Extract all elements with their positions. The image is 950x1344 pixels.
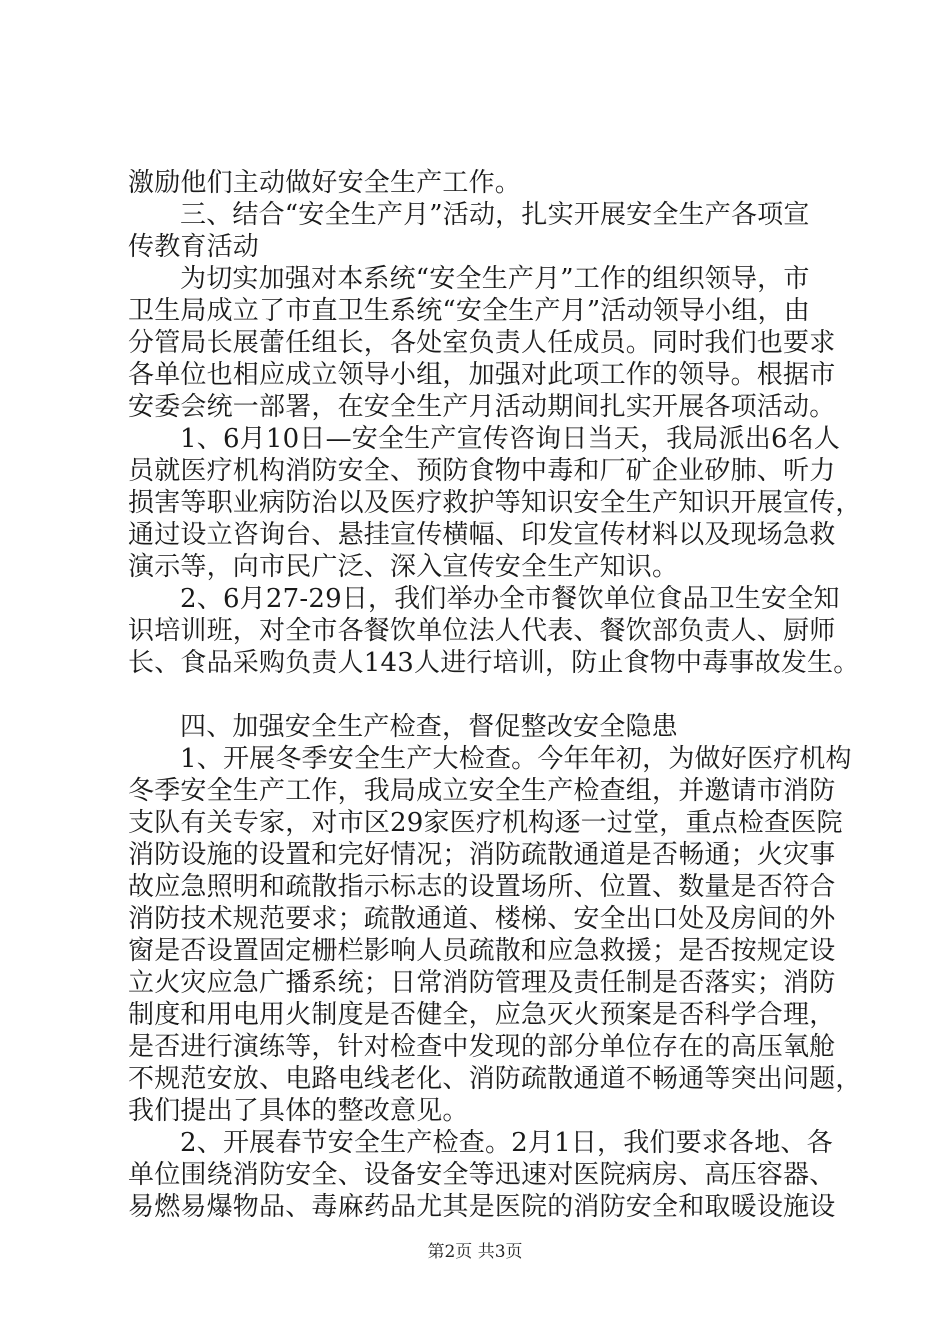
- text-line-31: 2、开展春节安全生产检查。2月1日，我们要求各地、各: [180, 1128, 833, 1158]
- text-line-29: 不规范安放、电路电线老化、消防疏散通道不畅通等突出问题，: [128, 1064, 862, 1094]
- text-line-22: 消防设施的设置和完好情况；消防疏散通道是否畅通；火灾事: [128, 840, 836, 870]
- text-line-30: 我们提出了具体的整改意见。: [128, 1096, 469, 1126]
- text-line-25: 窗是否设置固定栅栏影响人员疏散和应急救援；是否按规定设: [128, 936, 836, 966]
- text-line-28: 是否进行演练等，针对检查中发现的部分单位存在的高压氧舱: [128, 1032, 836, 1062]
- text-line-16: 长、食品采购负责人143人进行培训，防止食物中毒事故发生。: [128, 648, 860, 678]
- text-line-4: 为切实加强对本系统“安全生产月”工作的组织领导，市: [180, 264, 810, 294]
- text-line-1: 激励他们主动做好安全生产工作。: [128, 168, 522, 198]
- text-line-26: 立火灾应急广播系统；日常消防管理及责任制是否落实；消防: [128, 968, 836, 998]
- text-line-24: 消防技术规范要求；疏散通道、楼梯、安全出口处及房间的外: [128, 904, 836, 934]
- text-line-15: 识培训班，对全市各餐饮单位法人代表、餐饮部负责人、厨师: [128, 616, 836, 646]
- text-line-33: 易燃易爆物品、毒麻药品尤其是医院的消防安全和取暖设施设: [128, 1192, 836, 1222]
- section-heading-4: 四、加强安全生产检查，督促整改安全隐患: [180, 712, 678, 742]
- text-line-5: 卫生局成立了市直卫生系统“安全生产月”活动领导小组，由: [128, 296, 810, 326]
- text-line-19: 1、开展冬季安全生产大检查。今年年初，为做好医疗机构: [180, 744, 852, 774]
- text-line-14: 2、6月27-29日，我们举办全市餐饮单位食品卫生安全知: [180, 584, 840, 614]
- text-line-11: 损害等职业病防治以及医疗救护等知识安全生产知识开展宣传，: [128, 488, 862, 518]
- blank-line: [128, 679, 840, 711]
- text-line-32: 单位围绕消防安全、设备安全等迅速对医院病房、高压容器、: [128, 1160, 836, 1190]
- text-line-9: 1、6月10日—安全生产宣传咨询日当天，我局派出6名人: [180, 424, 841, 454]
- text-line-21: 支队有关专家，对市区29家医疗机构逐一过堂，重点检查医院: [128, 808, 843, 838]
- text-line-6: 分管局长展蕾任组长，各处室负责人任成员。同时我们也要求: [128, 328, 836, 358]
- text-line-27: 制度和用电用火制度是否健全，应急灭火预案是否科学合理，: [128, 1000, 836, 1030]
- page-number-footer: 第2页 共3页: [427, 1242, 523, 1262]
- text-line-8: 安委会统一部署，在安全生产月活动期间扎实开展各项活动。: [128, 392, 836, 422]
- text-line-10: 员就医疗机构消防安全、预防食物中毒和厂矿企业矽肺、听力: [128, 456, 836, 486]
- text-line-7: 各单位也相应成立领导小组，加强对此项工作的领导。根据市: [128, 360, 836, 390]
- text-line-12: 通过设立咨询台、悬挂宣传横幅、印发宣传材料以及现场急救: [128, 520, 836, 550]
- text-line-23: 故应急照明和疏散指示标志的设置场所、位置、数量是否符合: [128, 872, 836, 902]
- text-line-20: 冬季安全生产工作，我局成立安全生产检查组，并邀请市消防: [128, 776, 836, 806]
- document-body: [128, 167, 862, 1223]
- section-heading-3: 三、结合“安全生产月”活动，扎实开展安全生产各项宣: [180, 200, 810, 230]
- text-line-13: 演示等，向市民广泛、深入宣传安全生产知识。: [128, 552, 679, 582]
- section-heading-3-continued: 传教育活动: [128, 232, 260, 262]
